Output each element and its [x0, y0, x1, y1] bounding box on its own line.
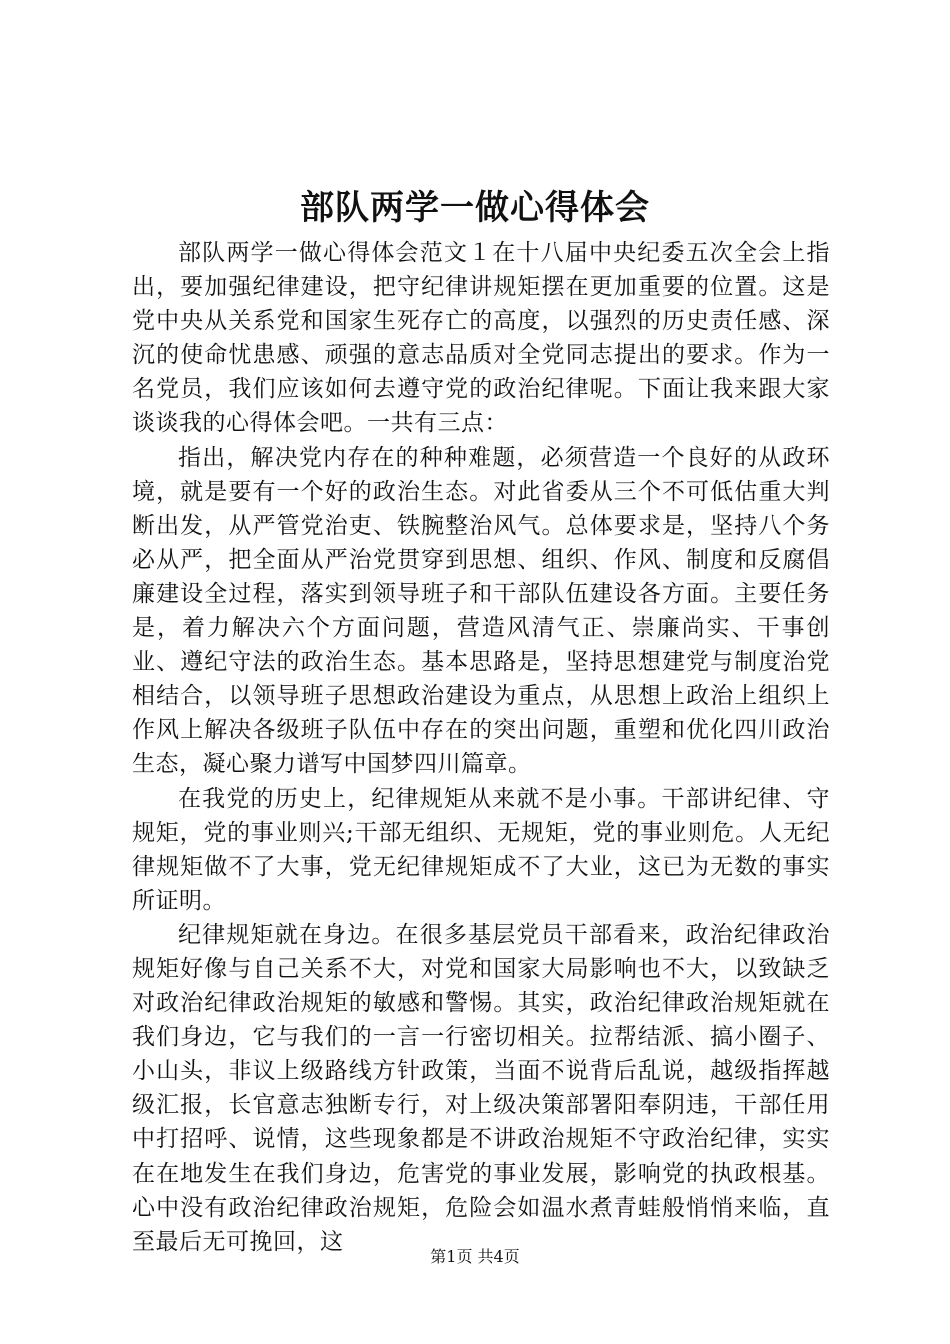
paragraph-3: 在我党的历史上，纪律规矩从来就不是小事。干部讲纪律、守规矩，党的事业则兴;干部无组织、无规矩，党的事业则危。人无纪律规矩做不了大事，党无纪律规矩成不了大业，这已为无数的事实所证明。 [132, 785, 830, 914]
document-body [132, 236, 830, 1259]
paragraph-1: 部队两学一做心得体会范文１在十八届中央纪委五次全会上指出，要加强纪律建设，把守纪律讲规矩摆在更加重要的位置。这是党中央从关系党和国家生死存亡的高度，以强烈的历史责任感、深沉的使命忧患感、顽强的意志品质对全党同志提出的要求。作为一名党员，我们应该如何去遵守党的政治纪律呢。下面让我来跟大家谈谈我的心得体会吧。一共有三点： [132, 240, 830, 437]
page-number-footer: 第1页 共4页 [430, 1247, 520, 1266]
paragraph-2: 指出，解决党内存在的种种难题，必须营造一个良好的从政环境，就是要有一个好的政治生态。对此省委从三个不可低估重大判断出发，从严管党治吏、铁腕整治风气。总体要求是，坚持八个务必从严，把全面从严治党贯穿到思想、组织、作风、制度和反腐倡廉建设全过程，落实到领导班子和干部队伍建设各方面。主要任务是，着力解决六个方面问题，营造风清气正、崇廉尚实、干事创业、遵纪守法的政治生态。基本思路是，坚持思想建党与制度治党相结合，以领导班子思想政治建设为重点，从思想上政治上组织上作风上解决各级班子队伍中存在的突出问题，重塑和优化四川政治生态，凝心聚力谱写中国梦四川篇章。 [132, 444, 830, 778]
document-title: 部队两学一做心得体会 [300, 188, 650, 228]
paragraph-4: 纪律规矩就在身边。在很多基层党员干部看来，政治纪律政治规矩好像与自己关系不大，对党和国家大局影响也不大，以致缺乏对政治纪律政治规矩的敏感和警惕。其实，政治纪律政治规矩就在我们身边，它与我们的一言一行密切相关。拉帮结派、搞小圈子、小山头，非议上级路线方针政策，当面不说背后乱说，越级指挥越级汇报，长官意志独断专行，对上级决策部署阳奉阴违，干部任用中打招呼、说情，这些现象都是不讲政治规矩不守政治纪律，实实在在地发生在我们身边，危害党的事业发展，影响党的执政根基。心中没有政治纪律政治规矩，危险会如温水煮青蛙般悄悄来临，直至最后无可挽回，这 [132, 921, 830, 1255]
